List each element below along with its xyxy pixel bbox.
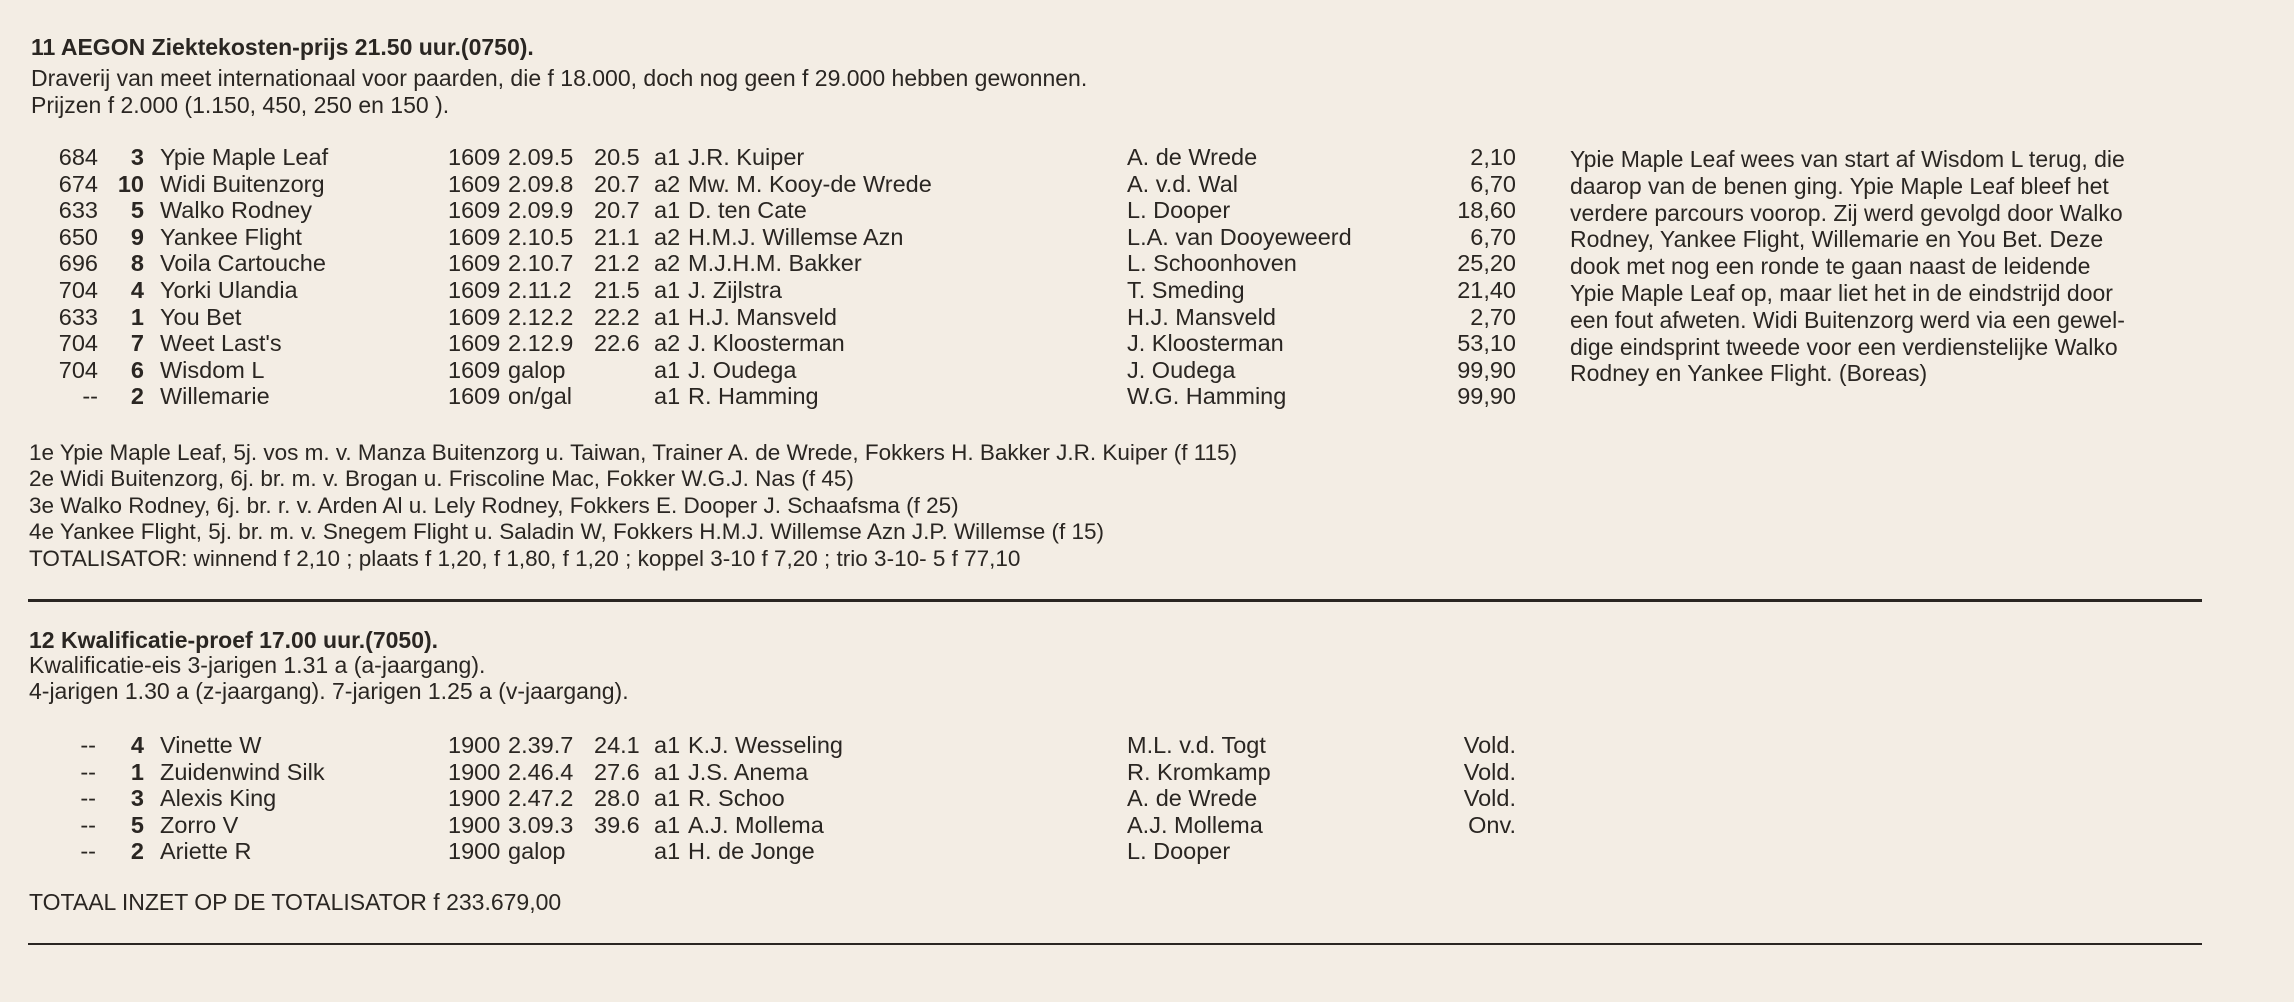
odds: 2,70 xyxy=(1470,303,1516,330)
start-number: 3 xyxy=(130,144,144,170)
km-time: 27.6 xyxy=(594,758,640,785)
race12-title: 12 Kwalificatie-proef 17.00 uur.(7050). xyxy=(29,627,439,653)
table-row xyxy=(0,277,1560,304)
start-number: 4 xyxy=(130,732,144,758)
table-row xyxy=(0,357,1560,384)
commentary-line: Ypie Maple Leaf op, maar liet het in de eindstrijd door xyxy=(1570,279,2113,306)
distance: 1609 xyxy=(448,356,501,383)
km-time: 39.6 xyxy=(594,811,640,838)
distance: 1609 xyxy=(448,277,501,303)
horse-name: Willemarie xyxy=(160,383,270,410)
prev-result: 704 xyxy=(58,356,98,383)
race-time: galop xyxy=(508,356,566,383)
driver: K.J. Wesseling xyxy=(688,732,843,758)
driver: A.J. Mollema xyxy=(688,811,824,838)
prev-result: -- xyxy=(80,732,96,758)
prev-result: 684 xyxy=(58,144,98,170)
table-row xyxy=(0,250,1560,277)
distance: 1900 xyxy=(448,811,501,838)
horse-name: Wisdom L xyxy=(160,356,265,383)
trainer: A.J. Mollema xyxy=(1127,811,1263,838)
start-number: 4 xyxy=(130,277,144,303)
table-row xyxy=(0,812,1560,839)
class: a1 xyxy=(654,303,681,330)
prev-result: 650 xyxy=(58,223,98,250)
driver: J.S. Anema xyxy=(688,758,809,785)
race-time: on/gal xyxy=(508,383,573,410)
class: a2 xyxy=(654,250,681,277)
driver: J.R. Kuiper xyxy=(688,144,805,170)
horse-name: Yankee Flight xyxy=(160,223,302,250)
race11-fourth-place: 4e Yankee Flight, 5j. br. m. v. Snegem Flight u. Saladin W, Fokkers H.M.J. Willemse Azn J.P. Willemse (f 15) xyxy=(29,519,1104,544)
prev-result: 633 xyxy=(58,303,98,330)
commentary-line: dige eindsprint tweede voor een verdienstelijke Walko xyxy=(1570,333,2118,360)
race-time: 2.09.9 xyxy=(508,197,574,224)
prev-result: 704 xyxy=(58,277,98,303)
start-number: 7 xyxy=(130,330,144,357)
driver: Mw. M. Kooy-de Wrede xyxy=(688,170,932,197)
driver: H.M.J. Willemse Azn xyxy=(688,223,904,250)
class: a1 xyxy=(654,277,681,303)
table-row xyxy=(0,732,1560,759)
odds: 18,60 xyxy=(1457,197,1516,224)
race11-second-place: 2e Widi Buitenzorg, 6j. br. m. v. Brogan u. Friscoline Mac, Fokker W.G.J. Nas (f 45) xyxy=(29,466,854,491)
class: a1 xyxy=(654,144,681,170)
odds: 6,70 xyxy=(1470,223,1516,250)
bottom-divider xyxy=(28,943,2202,945)
table-row xyxy=(0,785,1560,812)
trainer: M.L. v.d. Togt xyxy=(1127,732,1266,758)
race11-commentary xyxy=(1570,146,2210,387)
commentary-line: daarop van de benen ging. Ypie Maple Leaf bleef het xyxy=(1570,172,2109,199)
class: a2 xyxy=(654,170,681,197)
km-time: 24.1 xyxy=(594,732,640,758)
class: a1 xyxy=(654,785,681,812)
total-stake: TOTAAL INZET OP DE TOTALISATOR f 233.679,00 xyxy=(29,889,562,915)
start-number: 2 xyxy=(130,383,144,410)
class: a1 xyxy=(654,383,681,410)
odds: Onv. xyxy=(1468,811,1516,838)
prev-result: 633 xyxy=(58,197,98,224)
start-number: 5 xyxy=(130,197,144,224)
race-time: 3.09.3 xyxy=(508,811,574,838)
driver: R. Schoo xyxy=(688,785,785,812)
prev-result: -- xyxy=(82,383,98,410)
table-row xyxy=(0,383,1560,410)
race-time: 2.47.2 xyxy=(508,785,574,812)
trainer: W.G. Hamming xyxy=(1127,383,1287,410)
start-number: 3 xyxy=(130,785,144,812)
km-time: 21.1 xyxy=(594,223,640,250)
race-time: 2.39.7 xyxy=(508,732,574,758)
horse-name: Ypie Maple Leaf xyxy=(160,144,329,170)
odds: 99,90 xyxy=(1457,356,1516,383)
distance: 1900 xyxy=(448,732,501,758)
trainer: L. Schoonhoven xyxy=(1127,250,1297,277)
commentary-line: dook met nog een ronde te gaan naast de leidende xyxy=(1570,253,2091,280)
class: a1 xyxy=(654,811,681,838)
driver: D. ten Cate xyxy=(688,197,807,224)
distance: 1609 xyxy=(448,330,501,357)
start-number: 1 xyxy=(130,303,144,330)
trainer: A. de Wrede xyxy=(1127,785,1258,812)
distance: 1609 xyxy=(448,223,501,250)
odds: 25,20 xyxy=(1457,250,1516,277)
prev-result: 704 xyxy=(58,330,98,357)
commentary-line: Rodney, Yankee Flight, Willemarie en You Bet. Deze xyxy=(1570,226,2104,253)
start-number: 2 xyxy=(130,838,144,865)
horse-name: Zorro V xyxy=(160,811,239,838)
commentary-line: een fout afweten. Widi Buitenzorg werd via een gewel- xyxy=(1570,306,2125,333)
trainer: A. de Wrede xyxy=(1127,144,1258,170)
race11-third-place: 3e Walko Rodney, 6j. br. r. v. Arden Al u. Lely Rodney, Fokkers E. Dooper J. Schaafsma (f 25) xyxy=(29,493,959,518)
class: a1 xyxy=(654,732,681,758)
km-time: 21.5 xyxy=(594,277,640,303)
distance: 1609 xyxy=(448,170,501,197)
table-row xyxy=(0,838,1560,865)
table-row xyxy=(0,171,1560,198)
race-time: 2.46.4 xyxy=(508,758,574,785)
trainer: H.J. Mansveld xyxy=(1127,303,1276,330)
section-divider xyxy=(28,599,2202,602)
table-row xyxy=(0,304,1560,331)
distance: 1609 xyxy=(448,197,501,224)
km-time: 22.6 xyxy=(594,330,640,357)
prev-result: 696 xyxy=(58,250,98,277)
trainer: R. Kromkamp xyxy=(1127,758,1271,785)
race12-requirement: Kwalificatie-eis 3-jarigen 1.31 a (a-jaargang). xyxy=(29,652,486,678)
odds: 6,70 xyxy=(1470,170,1516,197)
odds: 53,10 xyxy=(1457,330,1516,357)
race-time: 2.09.5 xyxy=(508,144,574,170)
table-row xyxy=(0,759,1560,786)
start-number: 9 xyxy=(130,223,144,250)
commentary-line: verdere parcours voorop. Zij werd gevolgd door Walko xyxy=(1570,199,2123,226)
km-time: 20.7 xyxy=(594,197,640,224)
horse-name: Voila Cartouche xyxy=(160,250,326,277)
horse-name: You Bet xyxy=(160,303,242,330)
race11-description: Draverij van meet internationaal voor paarden, die f 18.000, doch nog geen f 29.000 hebben gewonnen. xyxy=(31,65,1088,91)
trainer: J. Oudega xyxy=(1127,356,1236,383)
trainer: L. Dooper xyxy=(1127,197,1231,224)
race11-first-place: 1e Ypie Maple Leaf, 5j. vos m. v. Manza Buitenzorg u. Taiwan, Trainer A. de Wrede, Fokkers H. Bakker J.R. Kuiper (f 115) xyxy=(29,440,1238,465)
driver: H. de Jonge xyxy=(688,838,815,865)
start-number: 8 xyxy=(130,250,144,277)
driver: J. Kloosterman xyxy=(688,330,845,357)
table-row xyxy=(0,144,1560,171)
driver: R. Hamming xyxy=(688,383,819,410)
table-row xyxy=(0,197,1560,224)
horse-name: Zuidenwind Silk xyxy=(160,758,325,785)
start-number: 5 xyxy=(130,811,144,838)
distance: 1609 xyxy=(448,144,501,170)
prev-result: -- xyxy=(80,811,96,838)
race-time: 2.11.2 xyxy=(508,277,572,303)
class: a2 xyxy=(654,223,681,250)
distance: 1900 xyxy=(448,758,501,785)
race-time: galop xyxy=(508,838,566,865)
prev-result: -- xyxy=(80,838,96,865)
distance: 1609 xyxy=(448,250,501,277)
table-row xyxy=(0,224,1560,251)
driver: J. Oudega xyxy=(688,356,797,383)
horse-name: Widi Buitenzorg xyxy=(160,170,325,197)
start-number: 6 xyxy=(130,356,144,383)
odds: 2,10 xyxy=(1470,144,1516,170)
race11-title: 11 AEGON Ziektekosten-prijs 21.50 uur.(0750). xyxy=(31,34,534,60)
race-time: 2.09.8 xyxy=(508,170,574,197)
start-number: 1 xyxy=(130,758,144,785)
class: a1 xyxy=(654,838,681,865)
distance: 1900 xyxy=(448,785,501,812)
horse-name: Vinette W xyxy=(160,732,262,758)
odds: Vold. xyxy=(1463,732,1516,758)
horse-name: Weet Last's xyxy=(160,330,282,357)
horse-name: Alexis King xyxy=(160,785,277,812)
distance: 1900 xyxy=(448,838,501,865)
odds: Vold. xyxy=(1463,785,1516,812)
commentary-line: Rodney en Yankee Flight. (Boreas) xyxy=(1570,360,1928,387)
class: a2 xyxy=(654,330,681,357)
horse-name: Walko Rodney xyxy=(160,197,312,224)
trainer: T. Smeding xyxy=(1127,277,1245,303)
start-number: 10 xyxy=(117,170,144,197)
km-time: 20.5 xyxy=(594,144,640,170)
race-time: 2.12.9 xyxy=(508,330,574,357)
race11-totalisator: TOTALISATOR: winnend f 2,10 ; plaats f 1,20, f 1,80, f 1,20 ; koppel 3-10 f 7,20 ; trio 3-10- 5 f 77,10 xyxy=(29,546,1021,571)
race-time: 2.10.5 xyxy=(508,223,574,250)
prev-result: -- xyxy=(80,758,96,785)
trainer: J. Kloosterman xyxy=(1127,330,1284,357)
race12-requirement-2: 4-jarigen 1.30 a (z-jaargang). 7-jarigen 1.25 a (v-jaargang). xyxy=(29,678,629,704)
trainer: L. Dooper xyxy=(1127,838,1231,865)
horse-name: Ariette R xyxy=(160,838,252,865)
commentary-line: Ypie Maple Leaf wees van start af Wisdom L terug, die xyxy=(1570,146,2125,172)
class: a1 xyxy=(654,356,681,383)
distance: 1609 xyxy=(448,383,501,410)
driver: M.J.H.M. Bakker xyxy=(688,250,862,277)
driver: H.J. Mansveld xyxy=(688,303,837,330)
driver: J. Zijlstra xyxy=(688,277,782,303)
km-time: 21.2 xyxy=(594,250,640,277)
distance: 1609 xyxy=(448,303,501,330)
km-time: 22.2 xyxy=(594,303,640,330)
horse-name: Yorki Ulandia xyxy=(160,277,298,303)
table-row xyxy=(0,330,1560,357)
trainer: A. v.d. Wal xyxy=(1127,170,1238,197)
race-time: 2.10.7 xyxy=(508,250,574,277)
odds: Vold. xyxy=(1463,758,1516,785)
prev-result: -- xyxy=(80,785,96,812)
prev-result: 674 xyxy=(58,170,98,197)
race11-prizes: Prijzen f 2.000 (1.150, 450, 250 en 150 ). xyxy=(31,92,450,118)
trainer: L.A. van Dooyeweerd xyxy=(1127,223,1352,250)
odds: 99,90 xyxy=(1457,383,1516,410)
race-time: 2.12.2 xyxy=(508,303,574,330)
km-time: 28.0 xyxy=(594,785,640,812)
odds: 21,40 xyxy=(1457,277,1516,303)
km-time: 20.7 xyxy=(594,170,640,197)
class: a1 xyxy=(654,758,681,785)
class: a1 xyxy=(654,197,681,224)
